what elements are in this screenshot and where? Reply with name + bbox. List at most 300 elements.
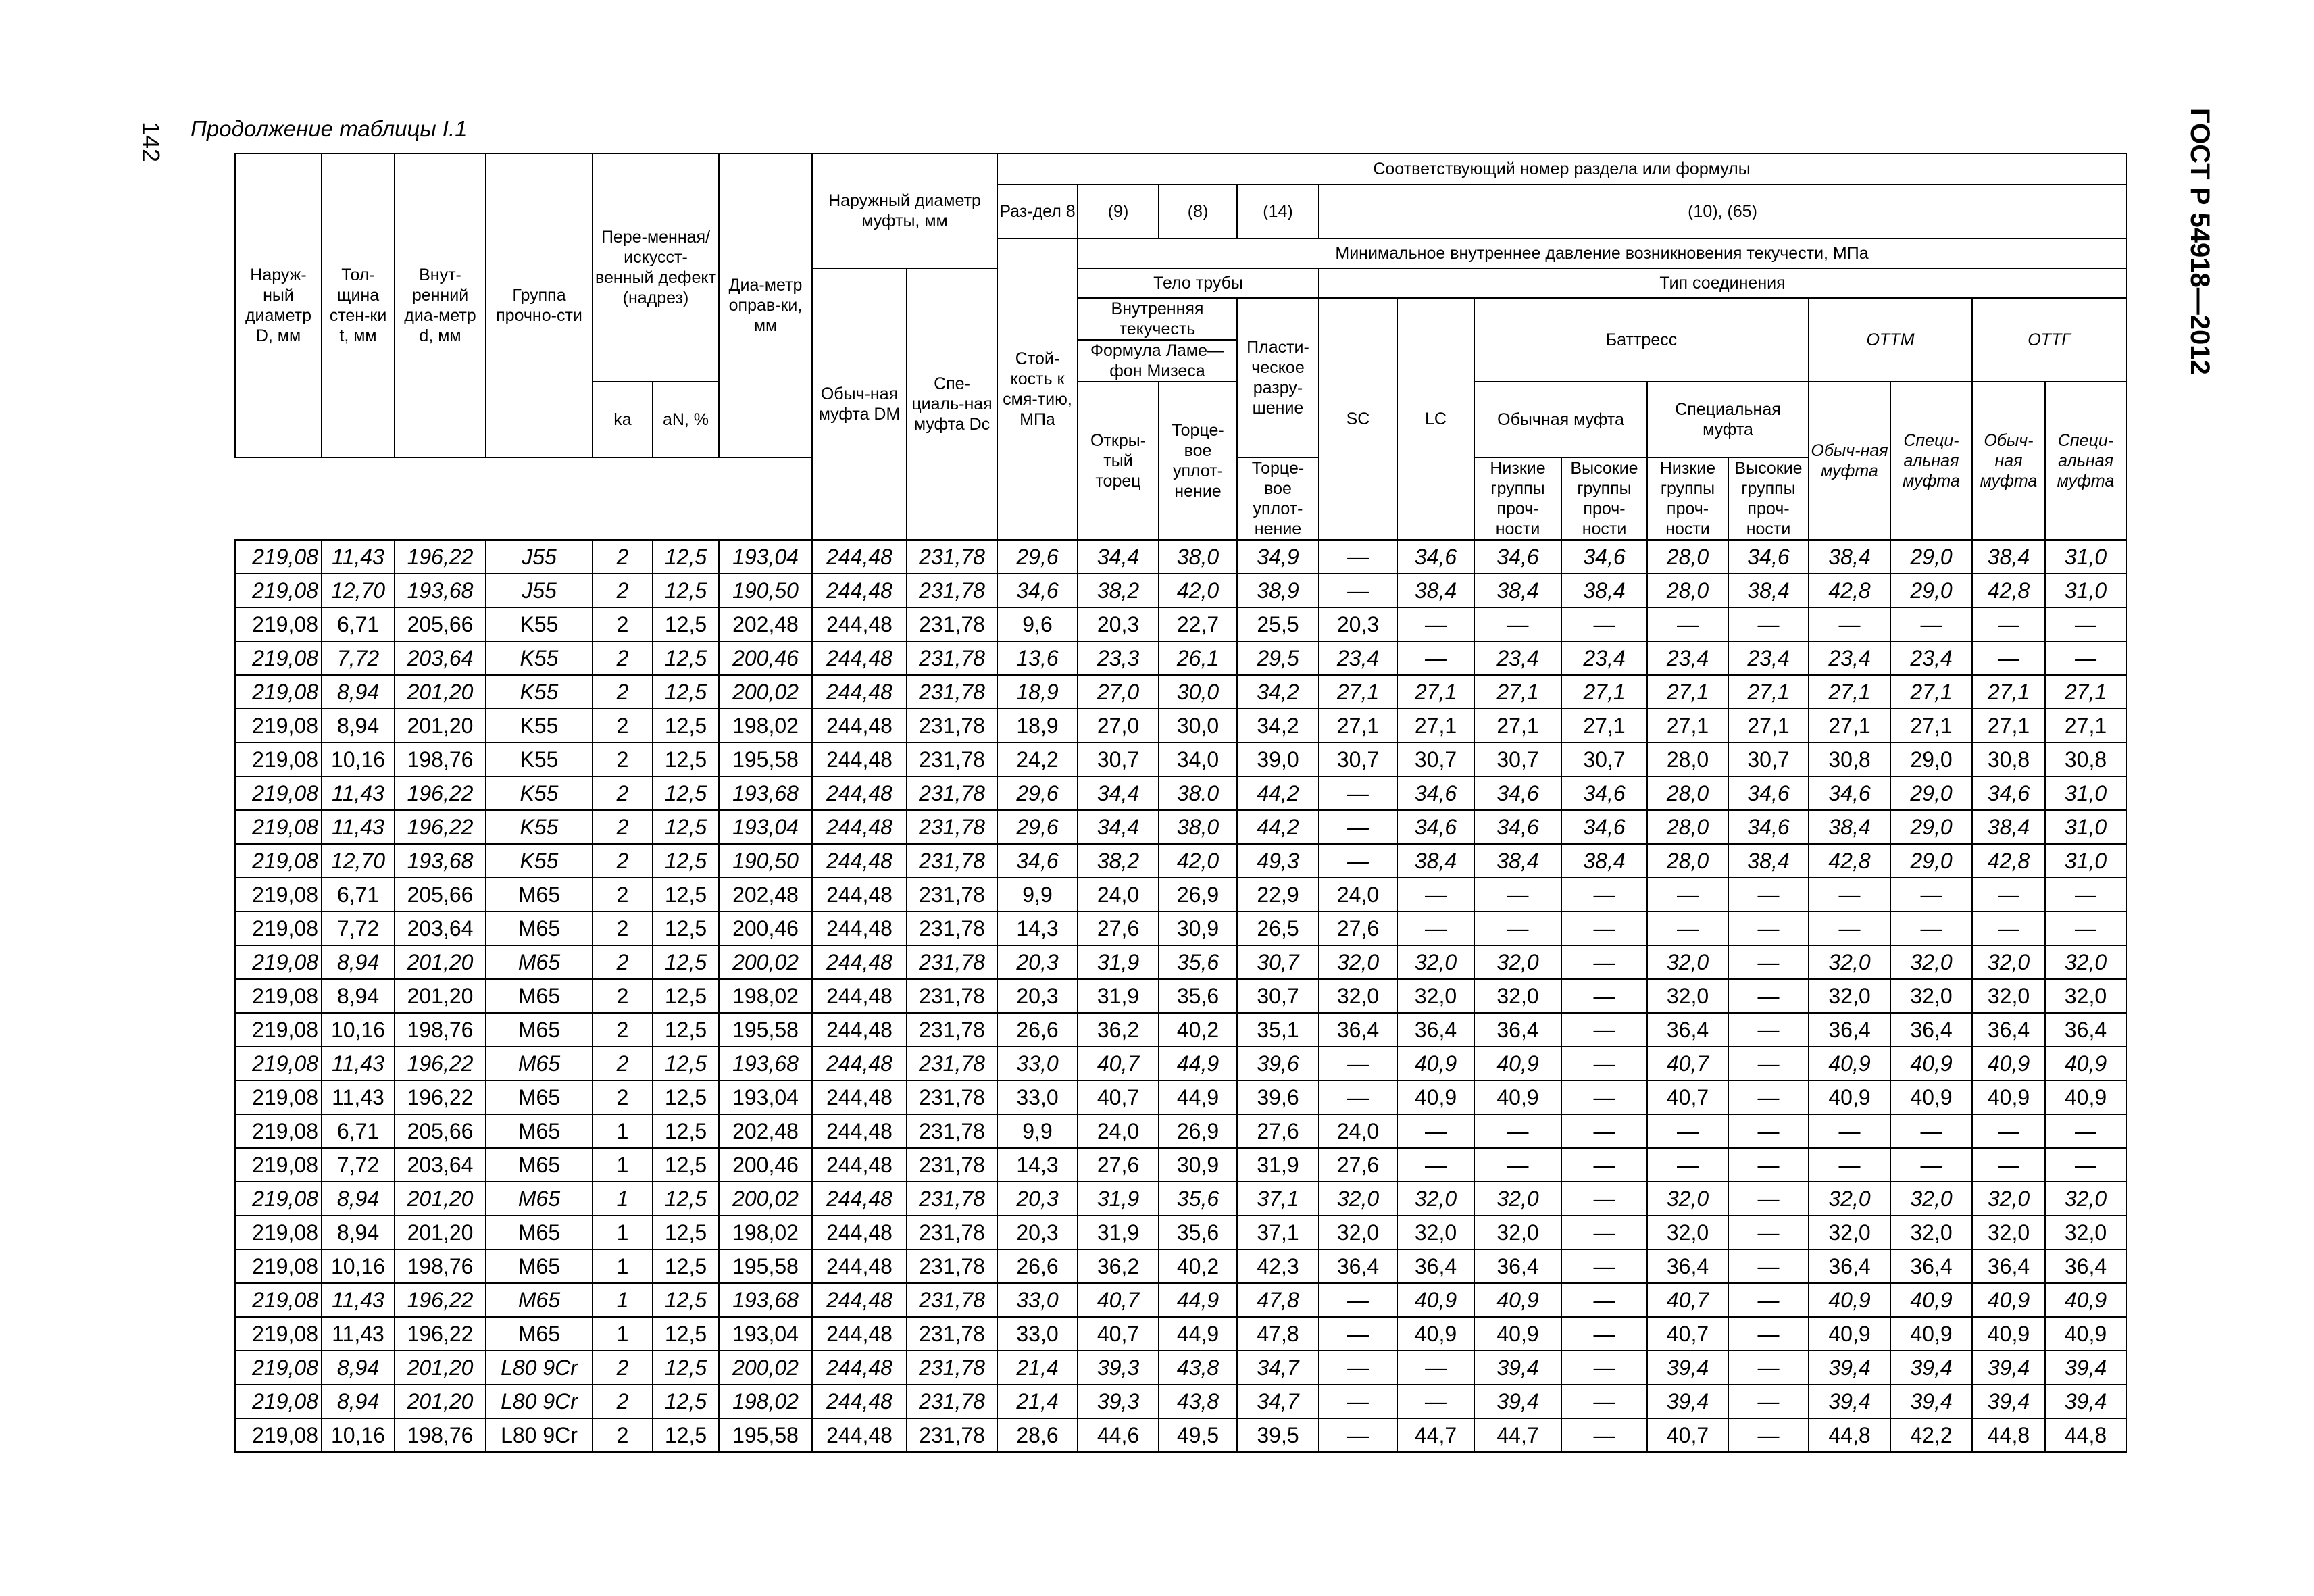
table-cell: — xyxy=(1728,979,1809,1013)
table-cell: 2 xyxy=(593,844,653,878)
table-row xyxy=(235,641,2126,675)
table-cell: — xyxy=(1972,1114,2045,1148)
header-spacer xyxy=(235,457,997,540)
table-cell: 219,08 xyxy=(235,1351,322,1385)
table-cell: 39,4 xyxy=(1647,1351,1728,1385)
table-cell: 39,4 xyxy=(2045,1351,2126,1385)
table-cell: 8,94 xyxy=(322,1182,395,1216)
table-cell: 40,9 xyxy=(1890,1047,1972,1080)
table-cell: 32,0 xyxy=(1972,1182,2045,1216)
table-cell: 40,9 xyxy=(1809,1283,1890,1317)
table-cell: 12,5 xyxy=(653,1182,719,1216)
table-cell: — xyxy=(1561,912,1647,945)
table-cell: 201,20 xyxy=(395,979,486,1013)
table-cell: 24,2 xyxy=(997,743,1078,776)
header-ottg-special: Специ-альная муфта xyxy=(2045,382,2126,540)
table-cell: 11,43 xyxy=(322,1080,395,1114)
table-cell: 198,02 xyxy=(719,1216,812,1249)
table-cell: 42,0 xyxy=(1159,844,1237,878)
table-cell: 35,6 xyxy=(1159,1182,1237,1216)
table-cell: 40,9 xyxy=(1397,1283,1474,1317)
table-cell: 34,6 xyxy=(1728,810,1809,844)
table-cell: 23,4 xyxy=(1728,641,1809,675)
table-cell: 244,48 xyxy=(812,1047,907,1080)
table-cell: K55 xyxy=(486,607,593,641)
table-cell: 231,78 xyxy=(907,878,997,912)
table-cell: 8,94 xyxy=(322,979,395,1013)
table-cell: 27,1 xyxy=(1561,709,1647,743)
table-cell: 2 xyxy=(593,776,653,810)
table-cell: 27,6 xyxy=(1319,1148,1397,1182)
table-cell: 11,43 xyxy=(322,776,395,810)
table-cell: 27,1 xyxy=(1809,675,1890,709)
table-cell: — xyxy=(2045,607,2126,641)
table-cell: 6,71 xyxy=(322,607,395,641)
table-cell: 18,9 xyxy=(997,675,1078,709)
table-cell: 27,1 xyxy=(1561,675,1647,709)
table-cell: 32,0 xyxy=(1474,1216,1561,1249)
table-cell: 27,1 xyxy=(1319,675,1397,709)
table-cell: — xyxy=(1647,1148,1728,1182)
table-cell: 27,6 xyxy=(1078,1148,1159,1182)
table-cell: 32,0 xyxy=(1809,979,1890,1013)
table-cell: 36,4 xyxy=(1397,1013,1474,1047)
table-cell: — xyxy=(1397,912,1474,945)
header-lc: LC xyxy=(1397,298,1474,540)
table-cell: 37,1 xyxy=(1237,1182,1319,1216)
table-cell: 29,0 xyxy=(1890,776,1972,810)
table-cell: 32,0 xyxy=(1809,1182,1890,1216)
table-cell: 21,4 xyxy=(997,1385,1078,1418)
table-cell: 244,48 xyxy=(812,1148,907,1182)
table-cell: 34,7 xyxy=(1237,1351,1319,1385)
table-cell: 244,48 xyxy=(812,574,907,607)
table-cell: 244,48 xyxy=(812,1283,907,1317)
table-cell: 28,0 xyxy=(1647,540,1728,574)
table-cell: 12,5 xyxy=(653,1114,719,1148)
header-ottg: ОТТГ xyxy=(1972,298,2126,382)
table-cell: 36,4 xyxy=(1397,1249,1474,1283)
table-cell: 38,4 xyxy=(1474,574,1561,607)
table-row xyxy=(235,1080,2126,1114)
table-cell: 2 xyxy=(593,709,653,743)
table-cell: 34,4 xyxy=(1078,776,1159,810)
table-title: Продолжение таблицы I.1 xyxy=(191,116,468,141)
table-cell: 21,4 xyxy=(997,1351,1078,1385)
table-cell: 244,48 xyxy=(812,1216,907,1249)
table-cell: 32,0 xyxy=(1647,945,1728,979)
table-cell: M65 xyxy=(486,1013,593,1047)
table-cell: 12,5 xyxy=(653,878,719,912)
table-cell: 36,2 xyxy=(1078,1013,1159,1047)
table-cell: 244,48 xyxy=(812,675,907,709)
table-cell: — xyxy=(1474,912,1561,945)
table-cell: 231,78 xyxy=(907,540,997,574)
table-cell: 36,4 xyxy=(1474,1249,1561,1283)
table-cell: 12,5 xyxy=(653,1351,719,1385)
table-cell: 198,76 xyxy=(395,743,486,776)
table-cell: 219,08 xyxy=(235,945,322,979)
table-row xyxy=(235,878,2126,912)
table-cell: 38,4 xyxy=(1972,540,2045,574)
table-cell: 32,0 xyxy=(2045,979,2126,1013)
table-row xyxy=(235,743,2126,776)
table-cell: 36,4 xyxy=(1972,1249,2045,1283)
table-cell: 196,22 xyxy=(395,1080,486,1114)
table-cell: 244,48 xyxy=(812,912,907,945)
table-cell: — xyxy=(1474,1114,1561,1148)
table-cell: 201,20 xyxy=(395,675,486,709)
table-cell: 39,4 xyxy=(1890,1385,1972,1418)
table-cell: 12,5 xyxy=(653,1216,719,1249)
table-cell: 12,5 xyxy=(653,709,719,743)
table-cell: 26,6 xyxy=(997,1249,1078,1283)
table-cell: 27,0 xyxy=(1078,709,1159,743)
table-cell: — xyxy=(1728,1216,1809,1249)
header-wall-thickness: Тол-щина стен-ки t, мм xyxy=(322,153,395,457)
table-cell: 29,6 xyxy=(997,540,1078,574)
table-cell: 195,58 xyxy=(719,743,812,776)
table-cell: 28,0 xyxy=(1647,810,1728,844)
table-cell: 20,3 xyxy=(997,1182,1078,1216)
table-cell: 32,0 xyxy=(2045,945,2126,979)
table-cell: 33,0 xyxy=(997,1283,1078,1317)
table-cell: 32,0 xyxy=(1474,945,1561,979)
table-cell: — xyxy=(1561,1249,1647,1283)
table-cell: — xyxy=(1474,1148,1561,1182)
table-cell: 2 xyxy=(593,810,653,844)
table-cell: 12,5 xyxy=(653,945,719,979)
table-row xyxy=(235,1114,2126,1148)
table-cell: 36,4 xyxy=(1647,1249,1728,1283)
table-cell: 8,94 xyxy=(322,675,395,709)
table-cell: — xyxy=(1319,1385,1397,1418)
table-cell: 2 xyxy=(593,607,653,641)
table-cell: 201,20 xyxy=(395,1385,486,1418)
table-cell: 39,3 xyxy=(1078,1351,1159,1385)
table-cell: 231,78 xyxy=(907,1047,997,1080)
table-cell: 203,64 xyxy=(395,641,486,675)
header-ka: ka xyxy=(593,382,653,457)
table-cell: 34,6 xyxy=(1474,540,1561,574)
table-cell: 27,1 xyxy=(1397,709,1474,743)
table-cell: 27,1 xyxy=(1809,709,1890,743)
document-code: ГОСТ Р 54918—2012 xyxy=(2185,108,2215,375)
table-cell: 24,0 xyxy=(1319,1114,1397,1148)
table-cell: M65 xyxy=(486,1283,593,1317)
table-cell: 49,3 xyxy=(1237,844,1319,878)
table-cell: 32,0 xyxy=(1972,1216,2045,1249)
table-cell: 23,4 xyxy=(1809,641,1890,675)
table-cell: — xyxy=(1561,1317,1647,1351)
table-cell: 205,66 xyxy=(395,878,486,912)
table-cell: 244,48 xyxy=(812,776,907,810)
table-cell: 231,78 xyxy=(907,912,997,945)
table-cell: 10,16 xyxy=(322,1418,395,1452)
table-cell: 44,2 xyxy=(1237,776,1319,810)
table-cell: 11,43 xyxy=(322,540,395,574)
table-cell: — xyxy=(1728,1114,1809,1148)
table-row xyxy=(235,607,2126,641)
table-cell: 219,08 xyxy=(235,979,322,1013)
table-cell: — xyxy=(1561,1418,1647,1452)
table-cell: J55 xyxy=(486,574,593,607)
table-cell: 193,68 xyxy=(395,844,486,878)
table-cell: 198,02 xyxy=(719,1385,812,1418)
table-cell: 34,6 xyxy=(1397,810,1474,844)
table-cell: 27,1 xyxy=(1319,709,1397,743)
header-an: aN, % xyxy=(653,382,719,457)
table-cell: 30,0 xyxy=(1159,709,1237,743)
table-cell: 39,4 xyxy=(1474,1385,1561,1418)
table-cell: — xyxy=(1561,945,1647,979)
table-cell: 219,08 xyxy=(235,743,322,776)
table-cell: 30,7 xyxy=(1237,945,1319,979)
table-cell: — xyxy=(1809,607,1890,641)
table-cell: 39,4 xyxy=(1474,1351,1561,1385)
table-cell: — xyxy=(1728,1418,1809,1452)
table-cell: 42,8 xyxy=(1972,574,2045,607)
table-cell: 202,48 xyxy=(719,1114,812,1148)
table-cell: — xyxy=(1972,912,2045,945)
table-cell: 18,9 xyxy=(997,709,1078,743)
table-cell: — xyxy=(1890,878,1972,912)
table-cell: 20,3 xyxy=(997,945,1078,979)
table-row xyxy=(235,1249,2126,1283)
table-cell: K55 xyxy=(486,844,593,878)
table-cell: 20,3 xyxy=(997,979,1078,1013)
table-cell: 200,46 xyxy=(719,1148,812,1182)
table-cell: 244,48 xyxy=(812,540,907,574)
table-cell: 39,4 xyxy=(1890,1351,1972,1385)
table-row xyxy=(235,979,2126,1013)
table-cell: — xyxy=(1728,1148,1809,1182)
table-cell: 12,5 xyxy=(653,743,719,776)
table-cell: — xyxy=(1728,945,1809,979)
table-cell: 32,0 xyxy=(1397,1182,1474,1216)
table-row xyxy=(235,1351,2126,1385)
table-cell: 32,0 xyxy=(1319,945,1397,979)
table-cell: 1 xyxy=(593,1283,653,1317)
table-cell: 8,94 xyxy=(322,1351,395,1385)
table-cell: M65 xyxy=(486,1047,593,1080)
table-cell: 2 xyxy=(593,1351,653,1385)
table-cell: 40,9 xyxy=(2045,1080,2126,1114)
table-cell: — xyxy=(1809,1148,1890,1182)
table-cell: 37,1 xyxy=(1237,1216,1319,1249)
header-btr-special-high: Высокие группы проч-ности xyxy=(1728,457,1809,540)
table-cell: 40,9 xyxy=(1890,1317,1972,1351)
table-cell: 35,6 xyxy=(1159,1216,1237,1249)
header-plastic-failure: Пласти-ческое разру-шение xyxy=(1237,298,1319,457)
table-cell: — xyxy=(1319,776,1397,810)
table-cell: 231,78 xyxy=(907,675,997,709)
table-cell: 6,71 xyxy=(322,1114,395,1148)
table-cell: — xyxy=(1397,641,1474,675)
table-cell: 231,78 xyxy=(907,979,997,1013)
table-cell: 196,22 xyxy=(395,540,486,574)
table-cell: — xyxy=(1728,1351,1809,1385)
table-cell: 32,0 xyxy=(1319,1216,1397,1249)
table-cell: — xyxy=(1561,1114,1647,1148)
table-cell: 231,78 xyxy=(907,607,997,641)
table-cell: 244,48 xyxy=(812,878,907,912)
table-cell: 12,70 xyxy=(322,574,395,607)
table-cell: K55 xyxy=(486,776,593,810)
table-cell: 31,9 xyxy=(1078,979,1159,1013)
table-cell: 231,78 xyxy=(907,641,997,675)
table-cell: 29,0 xyxy=(1890,844,1972,878)
table-cell: 20,3 xyxy=(997,1216,1078,1249)
table-cell: 11,43 xyxy=(322,810,395,844)
table-cell: 40,7 xyxy=(1078,1080,1159,1114)
table-cell: 32,0 xyxy=(1397,1216,1474,1249)
table-cell: 40,9 xyxy=(1972,1080,2045,1114)
table-cell: 244,48 xyxy=(812,945,907,979)
table-cell: 231,78 xyxy=(907,1080,997,1114)
header-ottm-regular: Обыч-ная муфта xyxy=(1809,382,1890,540)
table-cell: — xyxy=(1319,1418,1397,1452)
table-cell: 219,08 xyxy=(235,1216,322,1249)
table-cell: 193,68 xyxy=(719,776,812,810)
table-cell: 42,3 xyxy=(1237,1249,1319,1283)
table-cell: 219,08 xyxy=(235,1114,322,1148)
table-cell: M65 xyxy=(486,1249,593,1283)
table-cell: 12,5 xyxy=(653,607,719,641)
table-cell: 27,6 xyxy=(1078,912,1159,945)
table-cell: 36,4 xyxy=(1809,1013,1890,1047)
table-cell: K55 xyxy=(486,675,593,709)
table-cell: — xyxy=(1890,1148,1972,1182)
table-cell: 40,7 xyxy=(1647,1317,1728,1351)
table-cell: 10,16 xyxy=(322,1249,395,1283)
table-cell: 40,9 xyxy=(1809,1317,1890,1351)
table-cell: 42,0 xyxy=(1159,574,1237,607)
header-mandrel: Диа-метр оправ-ки, мм xyxy=(719,153,812,457)
table-cell: — xyxy=(1319,1080,1397,1114)
table-cell: 34,6 xyxy=(1809,776,1890,810)
table-cell: — xyxy=(1972,641,2045,675)
header-section-ref: Соответствующий номер раздела или формулы xyxy=(997,153,2126,184)
table-cell: 198,76 xyxy=(395,1249,486,1283)
header-ottm-special: Специ-альная муфта xyxy=(1890,382,1972,540)
table-cell: M65 xyxy=(486,945,593,979)
table-cell: 32,0 xyxy=(1890,1216,1972,1249)
table-cell: 219,08 xyxy=(235,1249,322,1283)
table-cell: 40,9 xyxy=(2045,1317,2126,1351)
table-cell: 200,02 xyxy=(719,1182,812,1216)
table-cell: 39,6 xyxy=(1237,1080,1319,1114)
table-cell: 31,0 xyxy=(2045,810,2126,844)
table-cell: — xyxy=(1728,1385,1809,1418)
header-connection-type: Тип соединения xyxy=(1319,268,2126,298)
table-cell: 11,43 xyxy=(322,1317,395,1351)
table-cell: 40,9 xyxy=(1890,1283,1972,1317)
table-cell: 40,7 xyxy=(1647,1283,1728,1317)
table-cell: — xyxy=(2045,878,2126,912)
table-cell: 38,4 xyxy=(1728,844,1809,878)
table-cell: 196,22 xyxy=(395,810,486,844)
table-cell: 33,0 xyxy=(997,1317,1078,1351)
table-cell: — xyxy=(1728,1080,1809,1114)
table-cell: 219,08 xyxy=(235,709,322,743)
table-cell: 23,4 xyxy=(1474,641,1561,675)
table-cell: 32,0 xyxy=(2045,1182,2126,1216)
table-cell: 28,0 xyxy=(1647,574,1728,607)
table-cell: 36,4 xyxy=(2045,1249,2126,1283)
table-cell: 2 xyxy=(593,540,653,574)
header-regular-coupling: Обыч-ная муфта DM xyxy=(812,268,907,540)
table-cell: 32,0 xyxy=(1890,1182,1972,1216)
table-cell: 39,4 xyxy=(1972,1385,2045,1418)
table-cell: 36,4 xyxy=(1474,1013,1561,1047)
table-cell: — xyxy=(2045,912,2126,945)
table-cell: 195,58 xyxy=(719,1013,812,1047)
table-cell: 40,7 xyxy=(1647,1047,1728,1080)
table-cell: 24,0 xyxy=(1319,878,1397,912)
table-cell: 32,0 xyxy=(1809,945,1890,979)
table-cell: 1 xyxy=(593,1249,653,1283)
table-cell: — xyxy=(1319,1047,1397,1080)
table-cell: 30,7 xyxy=(1561,743,1647,776)
table-cell: 33,0 xyxy=(997,1047,1078,1080)
table-cell: 31,0 xyxy=(2045,574,2126,607)
table-cell: 44,2 xyxy=(1237,810,1319,844)
table-row xyxy=(235,1148,2126,1182)
header-end-seal: Торце-вое уплот-нение xyxy=(1159,382,1237,540)
table-cell: — xyxy=(1561,878,1647,912)
table-cell: 34,6 xyxy=(1474,776,1561,810)
table-cell: 39,0 xyxy=(1237,743,1319,776)
table-row xyxy=(235,1418,2126,1452)
table-cell: 35,6 xyxy=(1159,979,1237,1013)
table-cell: M65 xyxy=(486,912,593,945)
table-cell: 34,6 xyxy=(1561,540,1647,574)
table-cell: 32,0 xyxy=(1474,1182,1561,1216)
table-cell: 29,0 xyxy=(1890,540,1972,574)
table-cell: 27,1 xyxy=(1474,709,1561,743)
table-row xyxy=(235,1283,2126,1317)
header-btr-special-low: Низкие группы проч-ности xyxy=(1647,457,1728,540)
table-cell: 244,48 xyxy=(812,743,907,776)
table-cell: 31,0 xyxy=(2045,844,2126,878)
table-cell: 40,7 xyxy=(1078,1283,1159,1317)
table-cell: — xyxy=(1561,1182,1647,1216)
table-cell: 193,68 xyxy=(719,1047,812,1080)
table-cell: 12,5 xyxy=(653,1249,719,1283)
table-cell: — xyxy=(1890,1114,1972,1148)
table-cell: 32,0 xyxy=(1647,979,1728,1013)
header-collapse: Стой-кость к смя-тию, МПа xyxy=(997,239,1078,540)
table-cell: 44,8 xyxy=(2045,1418,2126,1452)
table-cell: 23,4 xyxy=(1319,641,1397,675)
table-cell: — xyxy=(1728,1182,1809,1216)
table-row xyxy=(235,574,2126,607)
header-ottg-regular: Обыч-ная муфта xyxy=(1972,382,2045,540)
table-cell: 44,9 xyxy=(1159,1047,1237,1080)
table-cell: — xyxy=(1972,607,2045,641)
table-cell: 12,5 xyxy=(653,1047,719,1080)
table-cell: 40,9 xyxy=(1890,1080,1972,1114)
table-cell: 193,68 xyxy=(395,574,486,607)
table-cell: 2 xyxy=(593,574,653,607)
table-cell: 27,1 xyxy=(1972,709,2045,743)
table-cell: 38,4 xyxy=(1561,574,1647,607)
table-cell: 31,9 xyxy=(1237,1148,1319,1182)
table-cell: 12,70 xyxy=(322,844,395,878)
table-cell: 193,04 xyxy=(719,810,812,844)
table-cell: 10,16 xyxy=(322,743,395,776)
